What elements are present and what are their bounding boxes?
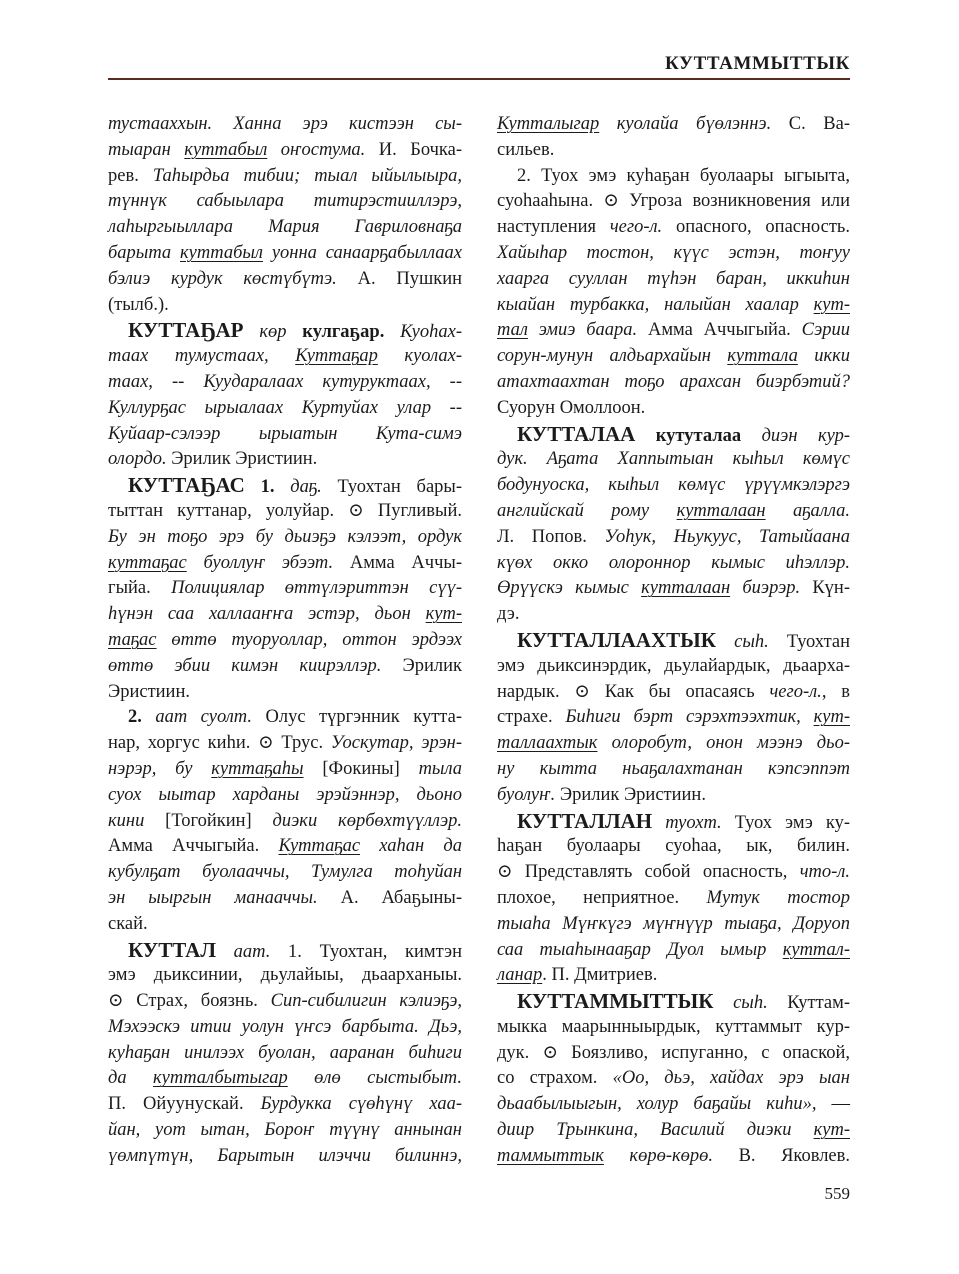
italic-text: да [108, 1068, 153, 1089]
italic-text: тустааххын. Ханна эрэ кистээн сы- [108, 114, 462, 134]
plain-text: эмэ дьиксинии, дьулайыы, дьаарханыы. [108, 965, 462, 986]
italic-text: Куйаар-сэлээр ырыатын Кута-симэ [108, 423, 462, 444]
italic-text: бодунуоска, кыһыл көмүс үрүүмкэлэргэ [497, 475, 850, 496]
underlined-word-form: куттабыл [184, 139, 268, 160]
text-line [108, 757, 462, 783]
italic-text: даҕ. [274, 477, 322, 498]
italic-text: нэрэр, бу [108, 758, 212, 779]
text-line [108, 447, 462, 473]
underlined-word-form: ланар [497, 965, 543, 986]
text-line [108, 731, 462, 757]
underlined-word-form: кутталаан [676, 500, 766, 521]
italic-text: сыһ. [716, 631, 769, 652]
italic-text: бэлиэ курдук көстүбүтэ. [108, 268, 358, 289]
plain-text: (тылб.). [108, 294, 169, 315]
italic-text: өттө туоруоллар, оттон эрдээх [156, 629, 462, 650]
plain-text: Туох эмэ ку- [721, 812, 850, 833]
text-line [497, 112, 850, 138]
italic-text: диэки көрбөхтүүллэр. [251, 810, 462, 831]
plain-text: , в [821, 681, 850, 702]
bold-label: кутуталаа [635, 425, 742, 446]
italic-text: өлө сыстыбыт. [287, 1068, 463, 1089]
italic-text: олоробут, онон мээнэ дьо- [597, 733, 850, 754]
italic-text: йан, уот ытан, Бороҥ түүнү аннынан [108, 1120, 462, 1141]
entry-first-line [497, 164, 850, 190]
plain-text: Амма Аччы- [349, 552, 462, 573]
text-line [497, 525, 850, 551]
italic-text: туохт. [652, 812, 722, 833]
text-line [497, 293, 850, 319]
text-line [108, 860, 462, 886]
plain-text: плохое, неприятное. [497, 887, 707, 908]
italic-text: Полициялар өттүлэриттэн сүү- [171, 578, 462, 599]
italic-text: Таһырдьа тибии; тыал ыйылыыра, [152, 165, 462, 186]
italic-text: Мэхээскэ итии уолун үҥсэ барбыта. Дьэ, [108, 1016, 462, 1037]
plain-text: сильев. [497, 139, 555, 160]
italic-text: сыһ. [713, 993, 768, 1014]
italic-text: «Оо, дьэ, хайдах эрэ ыан [612, 1068, 850, 1089]
italic-text: чего-л. [609, 217, 663, 238]
headword: КУТТАЛАА [517, 421, 636, 446]
underlined-word-form: тал [497, 320, 528, 341]
italic-text: көр [243, 322, 303, 343]
text-line [108, 138, 462, 164]
italic-text: һүнэн саа халлааҥҥа эстэр, дьон [108, 604, 426, 625]
italic-text: тыаһа Мүҥкүгэ мүҥнүүр тыаҕа, Доруоп [497, 913, 850, 934]
plain-text: нардык. ⊙ Как бы опасаясь [497, 681, 770, 702]
italic-text: Сип-сибилигин кэлиэҕэ, [270, 991, 462, 1012]
text-line [108, 989, 462, 1015]
text-line [108, 1092, 462, 1118]
plain-text: Куттам- [767, 993, 850, 1014]
italic-text: икки [797, 346, 850, 367]
underlined-word-form: Куттаҕас [278, 836, 361, 857]
text-line [108, 654, 462, 680]
text-line [108, 628, 462, 654]
page-number: 559 [824, 1184, 850, 1203]
italic-text: эмиэ баара. [527, 320, 648, 341]
text-line [108, 1066, 462, 1092]
plain-text: — [831, 1094, 850, 1115]
text-line [108, 1041, 462, 1067]
text-line [108, 1118, 462, 1144]
text-line [108, 783, 462, 809]
text-line [108, 241, 462, 267]
underlined-word-form: кут- [813, 1120, 850, 1141]
plain-text: П. Ойуунускай. [108, 1094, 261, 1115]
plain-text: [Тогойкин] [165, 810, 252, 831]
headword: КУТТАЛЛАН [517, 808, 653, 833]
underlined-word-form: кут- [813, 294, 850, 315]
italic-text: олордо. [108, 449, 172, 470]
plain-text: дэ. [497, 604, 520, 625]
text-line [497, 499, 850, 525]
plain-text: Амма Аччыгыйа. [647, 320, 802, 341]
text-line [108, 499, 462, 525]
underlined-word-form: кутталаан [641, 578, 731, 599]
text-line [497, 1015, 850, 1041]
plain-text: тыттан куттанар, уолуйар. ⊙ Пугливый. [108, 500, 462, 521]
underlined-word-form: куттал- [782, 939, 850, 960]
headword: КУТТАҔАР [128, 318, 244, 343]
plain-text: Амма Аччыгыйа. [108, 836, 279, 857]
left-column [108, 112, 462, 1170]
underlined-word-form: Кутталыгар [497, 114, 600, 134]
text-line [497, 912, 850, 938]
plain-text: 1. Туохтан, кимтэн [270, 941, 462, 962]
text-line [108, 886, 462, 912]
text-line [497, 447, 850, 473]
text-line [108, 396, 462, 422]
bold-label: 1. [260, 477, 275, 498]
italic-text: Сэрии [801, 320, 850, 341]
italic-text: Куоһах- [384, 322, 463, 343]
plain-text: 2. Туох эмэ куһаҕан буолаары ыгыыта, [517, 165, 850, 186]
italic-text: лаһыргыыллара Мария Гавриловнаҕа [108, 217, 462, 238]
italic-text: көрө-көрө. [603, 1145, 739, 1166]
italic-text: аҕалла. [765, 500, 850, 521]
italic-text: тыаран [108, 139, 185, 160]
text-line [497, 370, 850, 396]
text-line [108, 422, 462, 448]
text-line [108, 912, 462, 938]
text-line [108, 963, 462, 989]
header-rule [108, 78, 850, 80]
plain-text: В. Яковлев. [738, 1145, 850, 1166]
plain-text: мыкка маарынныырдык, куттаммыт кур- [497, 1016, 850, 1037]
entry-first-line [497, 989, 850, 1015]
italic-text: Бу эн тоҕо эрэ бу дьиэҕэ кэлээт, ордук [108, 526, 462, 547]
plain-text: Суорун Омоллоон. [497, 397, 646, 418]
entry-first-line [108, 938, 462, 964]
text-line [108, 525, 462, 551]
text-line [497, 138, 850, 164]
text-line [497, 1066, 850, 1092]
text-line [497, 860, 850, 886]
italic-text: таах, -- Куударалаах кутуруктаах, -- [108, 371, 462, 392]
italic-text: хаһан да [360, 836, 462, 857]
text-line [108, 164, 462, 190]
italic-text: таах тумустаах, [108, 346, 296, 367]
entry-first-line [497, 422, 850, 448]
text-line [108, 809, 462, 835]
text-line [108, 370, 462, 396]
plain-text: Олус түргэнник кутта- [252, 707, 462, 728]
italic-text: өттө эбии кимэн киирэллэр. [108, 655, 403, 676]
plain-text: И. Бочка- [378, 139, 462, 160]
bold-label: 2. [128, 707, 142, 728]
underlined-word-form: куттаҕас [108, 552, 187, 573]
text-line [497, 241, 850, 267]
italic-text: атахтаахтан тоҕо арахсан биэрбэтий? [497, 371, 850, 392]
entry-first-line [108, 473, 462, 499]
plain-text: һаҕан буолаары суоһаа, ык, билин. [497, 836, 850, 857]
plain-text: А. Пушкин [357, 268, 462, 289]
text-line [497, 963, 850, 989]
italic-text: хаарга сууллан түһэн баран, иккиһин [497, 268, 850, 289]
plain-text: нар, хоргус киһи. ⊙ Трус. [108, 733, 331, 754]
plain-text: Туохтан бары- [321, 477, 462, 498]
italic-text: үөмпүтүн, Барытын илэччи билиннэ, [108, 1145, 462, 1166]
headword: КУТТАММЫТТЫК [517, 989, 714, 1014]
italic-text: куолайа бүөлэннэ. [599, 114, 789, 134]
text-line [497, 654, 850, 680]
headword: КУТТАЛ [128, 937, 216, 962]
entry-first-line [108, 705, 462, 731]
plain-text: опасного, опасность. [662, 217, 850, 238]
underlined-word-form: таллаахтык [497, 733, 598, 754]
underlined-word-form: таммыттык [497, 1145, 604, 1166]
italic-text: английскай рому [497, 500, 677, 521]
italic-text: куһаҕан инилээх буолан, ааранан биһиги [108, 1042, 462, 1063]
plain-text: эмэ дьиксинэрдик, дьулайардык, дьаарха- [497, 655, 850, 676]
plain-text: Эрилик Эристиин. [171, 449, 318, 470]
plain-text: наступления [497, 217, 610, 238]
plain-text: А. Абаҕыны- [340, 887, 462, 908]
italic-text: түннүк сабыылара титирэстииллэрэ, [108, 191, 462, 212]
text-line [108, 1144, 462, 1170]
right-column [497, 112, 850, 1170]
plain-text: Туохтан [768, 631, 850, 652]
text-line [497, 396, 850, 422]
italic-text: дьаабылыыгын, холур баҕайы киһи», [497, 1094, 832, 1115]
plain-text: суоһааһына. ⊙ Угроза возникновения или [497, 191, 850, 212]
italic-text: кубулҕат буолааччы, Тумулга тоһуйан [108, 862, 462, 883]
plain-text: С. Ва- [788, 114, 850, 134]
italic-text: кини [108, 810, 166, 831]
underlined-word-form: таҕас [108, 629, 157, 650]
text-line [108, 680, 462, 706]
italic-text: сорун-мунун алдьархайын [497, 346, 728, 367]
text-line [108, 602, 462, 628]
text-line [497, 1118, 850, 1144]
plain-text: Эрилик [402, 655, 462, 676]
italic-text: чего-л. [769, 681, 822, 702]
text-line [497, 1144, 850, 1170]
italic-text: Хайыһар тостон, күүс эстэн, тоҥуу [497, 242, 850, 263]
italic-text: Уоскутар, эрэн- [330, 733, 462, 754]
text-line [497, 680, 850, 706]
headword: КУТТАЛЛААХТЫК [517, 627, 716, 652]
plain-text: со страхом. [497, 1068, 613, 1089]
entry-first-line [497, 628, 850, 654]
text-line [497, 602, 850, 628]
underlined-word-form: кут- [813, 707, 850, 728]
text-line [108, 834, 462, 860]
text-line [497, 1092, 850, 1118]
text-line [497, 215, 850, 241]
text-line [108, 344, 462, 370]
underlined-word-form: куттабыл [180, 242, 263, 263]
italic-text: аат суолт. [141, 707, 253, 728]
text-line [108, 215, 462, 241]
text-line [497, 318, 850, 344]
italic-text: күөх окко олороннор кымыс иһэллэр. [497, 552, 850, 573]
bold-label: кулгаҕар. [302, 322, 385, 343]
text-line [497, 757, 850, 783]
plain-text: Күн- [812, 578, 850, 599]
plain-text: Л. Попов. [497, 526, 605, 547]
text-line [497, 267, 850, 293]
plain-text: Эрилик Эристиин. [559, 784, 706, 805]
italic-text: аат. [216, 941, 271, 962]
text-line [497, 783, 850, 809]
text-line [497, 344, 850, 370]
italic-text: Куллурҕас ырыалаах Куртуйах улар -- [108, 397, 462, 418]
text-line [497, 189, 850, 215]
text-line [497, 834, 850, 860]
italic-text: барыта [108, 242, 181, 263]
text-line [497, 731, 850, 757]
text-line [497, 576, 850, 602]
headword: КУТТАҔАС [128, 473, 245, 498]
text-line [108, 112, 462, 138]
italic-text: тыла [418, 758, 462, 779]
text-line [497, 886, 850, 912]
italic-text: суох ыытар харданы эрэйэннэр, дьоно [108, 784, 462, 805]
italic-text: что-л. [799, 862, 850, 883]
text-line [108, 551, 462, 577]
italic-text: Мутук тостор [706, 887, 850, 908]
text-line [497, 705, 850, 731]
italic-text: буолуҥ. [497, 784, 560, 805]
italic-text: диэн кур- [741, 425, 850, 446]
entry-first-line [497, 809, 850, 835]
text-line [497, 551, 850, 577]
plain-text: скай. [108, 913, 148, 934]
underlined-word-form: кутталбытыгар [153, 1068, 288, 1089]
italic-text: кыайан турбакка, налыйан хаалар [497, 294, 814, 315]
italic-text: Уоһук, Ньукуус, Татыйаана [604, 526, 850, 547]
plain-text: ⊙ Представлять собой опасность, [497, 862, 800, 883]
plain-text [245, 477, 261, 497]
plain-text: . П. Дмитриев. [542, 965, 658, 986]
text-line [108, 293, 462, 319]
italic-text: уонна санаарҕабыллаах [262, 242, 463, 263]
plain-text: дук. ⊙ Боязливо, испуганно, с опаской, [497, 1042, 850, 1063]
text-line [108, 267, 462, 293]
text-line [108, 189, 462, 215]
text-line [497, 938, 850, 964]
plain-text: Эристиин. [108, 681, 190, 702]
underlined-word-form: Куттаҕар [295, 346, 378, 367]
text-line [108, 576, 462, 602]
italic-text: куолах- [377, 346, 462, 367]
plain-text: рев. [108, 165, 153, 186]
italic-text: буоллуҥ эбээт. [186, 552, 350, 573]
text-line [497, 1041, 850, 1067]
text-line [497, 473, 850, 499]
italic-text: эн ыыргын манааччы. [108, 887, 341, 908]
underlined-word-form: кут- [425, 604, 462, 625]
running-head: КУТТАММЫТТЫК [665, 53, 850, 74]
plain-text: ⊙ Страх, боязнь. [108, 991, 271, 1012]
text-line [108, 1015, 462, 1041]
plain-text: страхе. [497, 707, 566, 728]
italic-text: оҥостума. [267, 139, 379, 160]
plain-text: [Фокины] [303, 758, 419, 779]
underlined-word-form: куттаҕаһы [211, 758, 304, 779]
plain-text: гыйа. [108, 578, 172, 599]
underlined-word-form: куттала [727, 346, 798, 367]
italic-text: Өрүүскэ кымыс [497, 578, 642, 599]
italic-text: диир Трынкина, Василий диэки [497, 1120, 814, 1141]
italic-text: саа тыаһынааҕар Дуол ымыр [497, 939, 783, 960]
entry-first-line [108, 318, 462, 344]
italic-text: Биһиги бэрт сэрэхтээхтик, [565, 707, 814, 728]
italic-text: биэрэр. [730, 578, 813, 599]
italic-text: Бурдукка сүөһүнү хаа- [260, 1094, 462, 1115]
italic-text: дук. Аҕата Хаппытыан кыһыл көмүс [497, 449, 850, 470]
italic-text: ну кытта ньаҕалахтанан кэпсэппэт [497, 758, 850, 779]
